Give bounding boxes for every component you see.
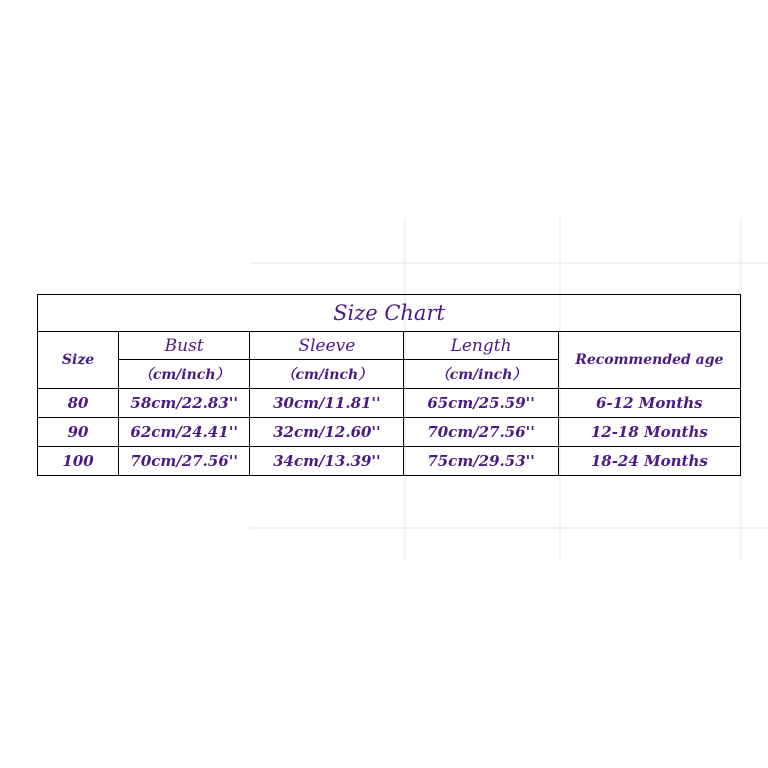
cell-bust: 58cm/22.83''	[119, 389, 250, 418]
cell-size: 80	[38, 389, 119, 418]
cell-length: 70cm/27.56''	[404, 418, 558, 447]
table-row	[38, 447, 741, 476]
cell-age: 18-24 Months	[558, 447, 740, 476]
cell-size: 90	[38, 418, 119, 447]
cell-length: 75cm/29.53''	[404, 447, 558, 476]
header-bust-unit: （cm/inch）	[119, 360, 250, 389]
header-recommended-age: Recommended age	[558, 332, 740, 389]
cell-age: 6-12 Months	[558, 389, 740, 418]
header-sleeve: Sleeve	[250, 332, 404, 360]
header-length-unit: （cm/inch）	[404, 360, 558, 389]
cell-sleeve: 30cm/11.81''	[250, 389, 404, 418]
size-chart-table	[37, 294, 741, 476]
table-row	[38, 418, 741, 447]
header-length: Length	[404, 332, 558, 360]
cell-size: 100	[38, 447, 119, 476]
chart-title: Size Chart	[38, 295, 741, 332]
header-sleeve-unit: （cm/inch）	[250, 360, 404, 389]
cell-age: 12-18 Months	[558, 418, 740, 447]
cell-bust: 62cm/24.41''	[119, 418, 250, 447]
cell-bust: 70cm/27.56''	[119, 447, 250, 476]
cell-sleeve: 32cm/12.60''	[250, 418, 404, 447]
header-size: Size	[38, 332, 119, 389]
cell-length: 65cm/25.59''	[404, 389, 558, 418]
header-bust: Bust	[119, 332, 250, 360]
cell-sleeve: 34cm/13.39''	[250, 447, 404, 476]
table-row	[38, 389, 741, 418]
